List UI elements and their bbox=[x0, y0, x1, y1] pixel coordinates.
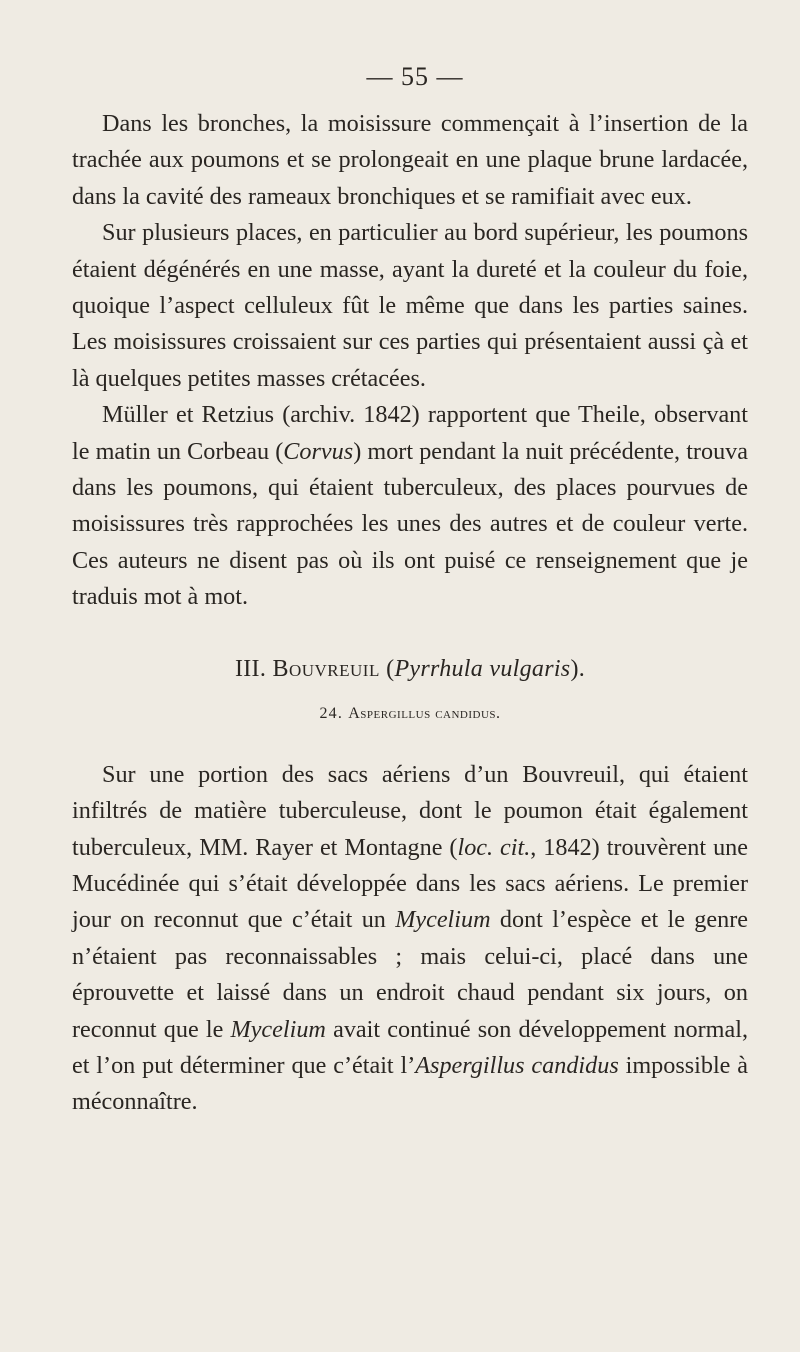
paragraph-muller-retzius bbox=[72, 397, 748, 615]
page-number: — 55 — bbox=[366, 62, 464, 91]
italic-loc-cit: loc. cit. bbox=[457, 833, 531, 861]
italic-term-mycelium: Mycelium bbox=[230, 1015, 326, 1043]
text-run: Sur une portion des sacs aériens d’un Bouvreuil, qui étaient infiltrés de matière tuberculeuse, dont le poumon était également tuberculeux, MM. Rayer et Montagne ( bbox=[72, 760, 748, 861]
paragraph-poumons: Sur plusieurs places, en particulier au bord supérieur, les poumons étaient dégénérés en une masse, ayant la dureté et la couleur du foie, quoique l’aspect celluleux fût le même que dans les parties saines. Les moisissures croissaient sur ces parties qui présentaient aussi çà et là quelques petites masses crétacées. bbox=[72, 219, 748, 392]
section-heading-bouvreuil bbox=[72, 656, 748, 683]
italic-term-mycelium: Mycelium bbox=[395, 906, 491, 934]
text-run: Müller et Retzius (archiv. 1842) rapportent que Theile, observant le matin un Corbeau ( bbox=[72, 401, 748, 465]
paragraph-rayer-montagne bbox=[72, 757, 748, 1121]
paren-close: ). bbox=[570, 655, 586, 682]
paragraph-bronches: Dans les bronches, la moisissure commençait à l’insertion de la trachée aux poumons et se prolongeait en une plaque brune lardacée, dans la cavité des rameaux bronchiques et se ramifiait avec eux. bbox=[72, 110, 748, 210]
subsection-heading-aspergillus bbox=[72, 705, 748, 723]
subsection-number: 24. bbox=[319, 704, 344, 722]
section-latin-name: Pyrrhula vulgaris bbox=[394, 655, 571, 682]
document-page bbox=[72, 62, 748, 1121]
text-run: , 1842) trouvèrent une Mucédinée qui s’était développée dans les sacs aériens. Le premier jour on reconnut que c’était un bbox=[72, 833, 748, 934]
text-run: avait continué son développement normal, et l’on put déterminer que c’était l’ bbox=[72, 1015, 749, 1079]
text-run: impossible à méconnaître. bbox=[72, 1051, 748, 1116]
paren-open: ( bbox=[386, 655, 395, 682]
section-number: III. bbox=[234, 655, 267, 682]
italic-term-corvus: Corvus bbox=[283, 437, 354, 465]
italic-term-aspergillus: Aspergillus candidus bbox=[415, 1051, 619, 1079]
section-name: Bouvreuil bbox=[272, 655, 380, 682]
subsection-name: Aspergillus candidus. bbox=[348, 704, 501, 722]
text-run: dont l’espèce et le genre n’étaient pas reconnaissables ; mais celui-ci, placé dans une éprouvette et laissé dans un endroit chaud pendant six jours, on reconnut que le bbox=[72, 906, 748, 1043]
text-run: ) mort pendant la nuit précédente, trouva dans les poumons, qui étaient tuberculeux, des places pourvues de moisissures très rapprochées les unes des autres et de couleur verte. Ces auteurs ne disent pas où ils ont puisé ce renseignement que je traduis mot à mot. bbox=[72, 437, 748, 611]
